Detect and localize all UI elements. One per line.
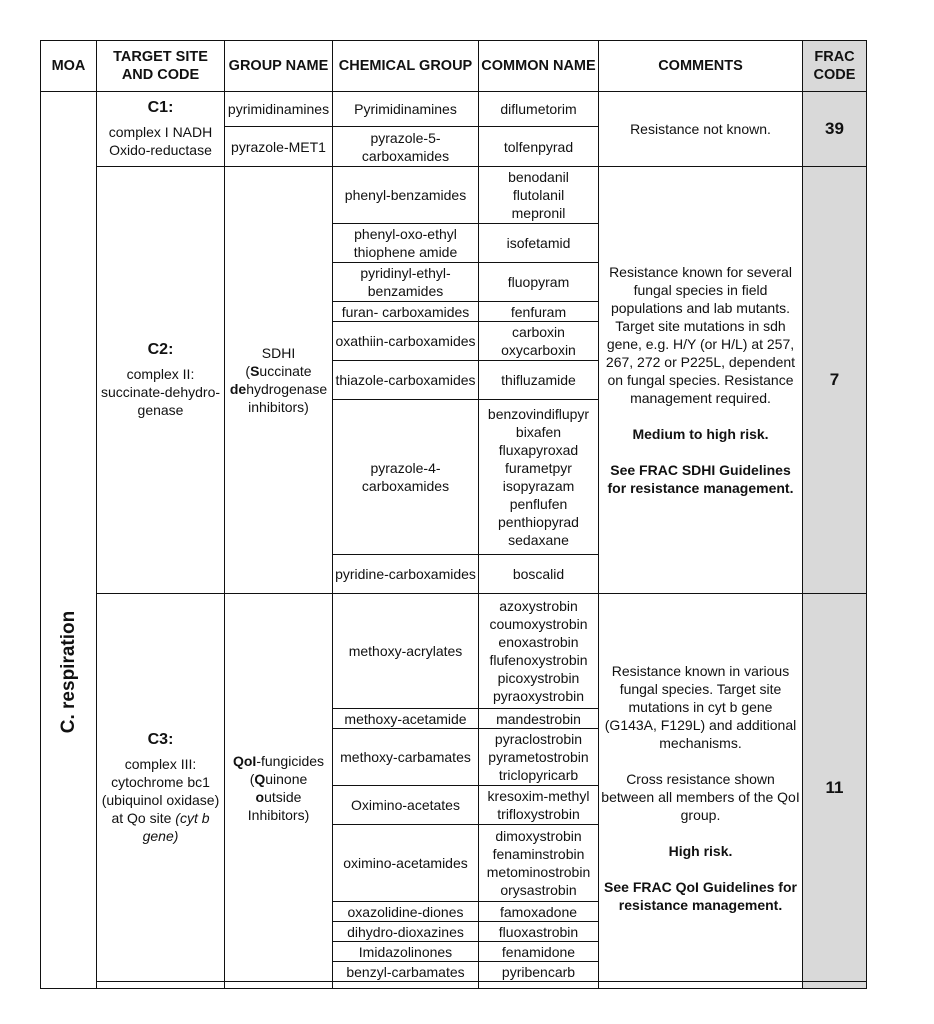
table-row-partial: [41, 982, 867, 989]
spacer: [601, 407, 800, 425]
group-name-c3: [225, 594, 333, 982]
chemical-group-cell: Pyrimidinamines: [333, 92, 479, 127]
group-text-bold: de: [229, 381, 247, 397]
comment-text: Cross resistance shown between all members of the QoI group.: [601, 770, 800, 823]
chemical-group-cell: phenyl-benzamides: [333, 167, 479, 224]
spacer: [601, 443, 800, 461]
group-text-bold: S: [250, 363, 260, 379]
common-name-cell: fluopyram: [479, 263, 599, 302]
target-code: C3:: [147, 730, 174, 748]
common-name: isopyrazam: [502, 478, 575, 494]
table-row: [41, 594, 867, 709]
table-row: [41, 167, 867, 224]
group-text-bold: Q: [254, 770, 266, 787]
group-text: uccinate: [259, 363, 312, 379]
header-row: [41, 41, 867, 92]
common-name-cell: fenfuram: [479, 302, 599, 322]
chemical-group-cell: phenyl-oxo-ethyl thiophene amide: [333, 224, 479, 263]
target-site-c2: [97, 167, 225, 594]
group-text-bold: QoI: [232, 752, 257, 769]
common-name: enoxastrobin: [498, 634, 579, 650]
header-moa: MOA: [41, 41, 97, 92]
common-name-cell: [479, 594, 599, 709]
header-target-site: TARGET SITE AND CODE: [97, 41, 225, 92]
common-name: carboxin: [512, 324, 565, 340]
common-name-cell: [479, 322, 599, 361]
chemical-group-cell: Oximino-acetates: [333, 786, 479, 825]
common-name-cell: [479, 786, 599, 825]
spacer: [601, 752, 800, 770]
risk-text: Medium to high risk.: [632, 426, 769, 442]
group-name-c2: [225, 167, 333, 594]
chemical-group-cell: pyridine-carboxamides: [333, 555, 479, 594]
common-name-cell: tolfenpyrad: [479, 127, 599, 167]
common-name: azoxystrobin: [499, 598, 578, 614]
chemical-group-cell: methoxy-acetamide: [333, 709, 479, 729]
comments-c3: [599, 594, 803, 982]
chemical-group-cell: pyridinyl-ethyl-benzamides: [333, 263, 479, 302]
target-site-c1: [97, 92, 225, 167]
common-name: penflufen: [509, 496, 568, 512]
chemical-group-cell: dihydro-dioxazines: [333, 922, 479, 942]
table-row: [41, 92, 867, 127]
empty-cell: [97, 982, 225, 989]
common-name: bixafen: [515, 424, 562, 440]
group-name-cell: pyrazole-MET1: [225, 127, 333, 167]
comment-text: Resistance known in various fungal species. Target site mutations in cyt b gene (G143A, F129L) and additional mechanisms.: [604, 662, 797, 751]
common-name: trifloxystrobin: [497, 806, 580, 822]
common-name: benzovindiflupyr: [487, 406, 590, 422]
common-name: benodanil: [508, 169, 569, 185]
spacer: [601, 824, 800, 842]
target-code: C2:: [147, 341, 174, 358]
common-name-cell: diflumetorim: [479, 92, 599, 127]
common-name-cell: famoxadone: [479, 902, 599, 922]
chemical-group-cell: methoxy-carbamates: [333, 729, 479, 786]
frac-table: [40, 40, 867, 989]
empty-cell: [803, 982, 867, 989]
common-name: oxycarboxin: [501, 342, 576, 358]
target-desc-italic: (cyt b gene): [142, 809, 210, 844]
header-frac-code: FRAC CODE: [803, 41, 867, 92]
common-name: pyrametostrobin: [488, 749, 589, 765]
moa-cell: [41, 92, 97, 989]
common-name: triclopyricarb: [498, 767, 579, 783]
header-common-name: COMMON NAME: [479, 41, 599, 92]
chemical-group-cell: thiazole-carboxamides: [333, 361, 479, 400]
chemical-group-cell: benzyl-carbamates: [333, 962, 479, 982]
chemical-group-cell: pyrazole-5-carboxamides: [333, 127, 479, 167]
header-group-name: GROUP NAME: [225, 41, 333, 92]
common-name-cell: isofetamid: [479, 224, 599, 263]
guideline-text: See FRAC SDHI Guidelines for resistance management.: [607, 462, 794, 496]
chemical-group-cell: oxathiin-carboxamides: [333, 322, 479, 361]
common-name: furametpyr: [505, 460, 572, 476]
common-name: picoxystrobin: [497, 670, 580, 686]
group-text: uinone: [265, 770, 308, 787]
header-chemical-group: CHEMICAL GROUP: [333, 41, 479, 92]
common-name: pyraoxystrobin: [492, 688, 585, 704]
chemical-group-cell: furan- carboxamides: [333, 302, 479, 322]
comment-text: Resistance known for several fungal species in field populations and lab mutants. Target site mutations in sdh gene, e.g. H/Y (or H/L) at 257, 267, 272 or P225L, dependent on fungal species. Resistance management required.: [605, 264, 796, 406]
common-name-cell: thifluzamide: [479, 361, 599, 400]
common-name: mepronil: [511, 205, 566, 221]
group-text: SDHI (: [245, 345, 296, 379]
common-name-cell: boscalid: [479, 555, 599, 594]
common-name: flutolanil: [512, 187, 565, 203]
common-name: sedaxane: [508, 532, 569, 548]
comments-c2: [599, 167, 803, 594]
group-name-cell: pyrimidinamines: [225, 92, 333, 127]
frac-code-c1: 39: [803, 92, 867, 167]
target-desc: complex I NADH Oxido-reductase: [108, 124, 213, 158]
group-text: utside Inhibitors): [247, 788, 310, 823]
common-name-cell: pyribencarb: [479, 962, 599, 982]
common-name-cell: [479, 825, 599, 902]
common-name: fluxapyroxad: [498, 442, 579, 458]
common-name-cell: fenamidone: [479, 942, 599, 962]
common-name: metominostrobin: [486, 864, 591, 880]
group-text-bold: o: [255, 788, 265, 805]
header-comments: COMMENTS: [599, 41, 803, 92]
chemical-group-cell: methoxy-acrylates: [333, 594, 479, 709]
empty-cell: [333, 982, 479, 989]
common-name: kresoxim-methyl: [487, 788, 590, 804]
group-text: hydrogenase inhibitors): [246, 381, 328, 415]
common-name-cell: [479, 167, 599, 224]
common-name: dimoxystrobin: [495, 828, 582, 844]
chemical-group-cell: oxazolidine-diones: [333, 902, 479, 922]
target-site-c3: [97, 594, 225, 982]
common-name-cell: [479, 729, 599, 786]
spacer: [601, 860, 800, 878]
target-desc-text: complex III: cytochrome bc1 (ubiquinol oxidase) at Qo site: [101, 755, 220, 826]
group-text: -fungicides (: [249, 752, 325, 787]
common-name: penthiopyrad: [498, 514, 579, 530]
frac-code-c2: 7: [803, 167, 867, 594]
chemical-group-cell: pyrazole-4-carboxamides: [333, 400, 479, 555]
common-name: flufenoxystrobin: [489, 652, 588, 668]
common-name-cell: fluoxastrobin: [479, 922, 599, 942]
target-desc: [99, 755, 222, 845]
chemical-group-cell: oximino-acetamides: [333, 825, 479, 902]
common-name-cell: [479, 400, 599, 555]
frac-code-c3: 11: [803, 594, 867, 982]
target-desc: complex II: succinate-dehydro-genase: [100, 366, 221, 418]
target-code: C1:: [147, 99, 174, 116]
common-name: orysastrobin: [500, 882, 577, 898]
common-name: fenaminstrobin: [492, 846, 585, 862]
common-name-cell: mandestrobin: [479, 709, 599, 729]
risk-text: High risk.: [668, 842, 733, 859]
common-name: coumoxystrobin: [489, 616, 588, 632]
moa-label: C. respiration: [57, 610, 79, 734]
empty-cell: [479, 982, 599, 989]
comments-c1: Resistance not known.: [599, 92, 803, 167]
chemical-group-cell: Imidazolinones: [333, 942, 479, 962]
guideline-text: See FRAC QoI Guidelines for resistance management.: [604, 878, 797, 913]
common-name: pyraclostrobin: [494, 731, 583, 747]
empty-cell: [225, 982, 333, 989]
empty-cell: [599, 982, 803, 989]
